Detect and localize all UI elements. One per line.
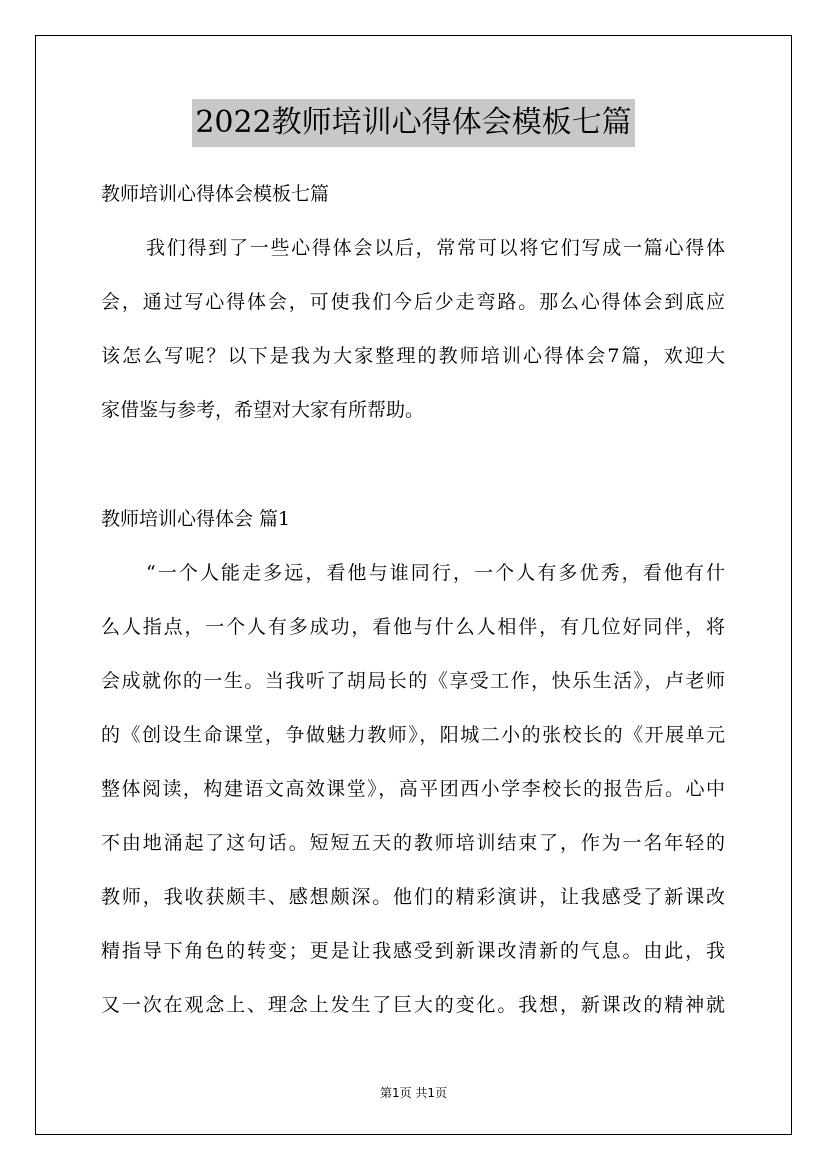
body-line: 整体阅读，构建语文高效课堂》，高平团西小学李校长的报告后。心中 bbox=[101, 778, 725, 800]
document-subtitle: 教师培训心得体会模板七篇 bbox=[101, 183, 330, 205]
body-line: 教师，我收获颇丰、感想颇深。他们的精彩演讲，让我感受了新课改 bbox=[101, 886, 725, 908]
body-line: 么人指点，一个人有多成功，看他与什么人相伴，有几位好同伴，将 bbox=[101, 616, 725, 638]
body-line: 不由地涌起了这句话。短短五天的教师培训结束了，作为一名年轻的 bbox=[101, 832, 725, 854]
page-footer: 第1页 共1页 bbox=[379, 1086, 448, 1100]
body-line: 精指导下角色的转变；更是让我感受到新课改清新的气息。由此，我 bbox=[101, 940, 725, 962]
intro-line: 会，通过写心得体会，可使我们今后少走弯路。那么心得体会到底应 bbox=[101, 291, 725, 313]
title-container bbox=[0, 99, 827, 147]
body-line: 的《创设生命课堂，争做魅力教师》，阳城二小的张校长的《开展单元 bbox=[101, 724, 725, 746]
body-line: 又一次在观念上、理念上发生了巨大的变化。我想，新课改的精神就 bbox=[101, 994, 725, 1016]
section-heading: 教师培训心得体会 篇1 bbox=[101, 508, 291, 530]
body-line: 会成就你的一生。当我听了胡局长的《享受工作，快乐生活》，卢老师 bbox=[101, 670, 725, 692]
document-title: 2022教师培训心得体会模板七篇 bbox=[192, 99, 634, 147]
intro-line: 家借鉴与参考，希望对大家有所帮助。 bbox=[101, 399, 425, 421]
intro-line: 该怎么写呢？以下是我为大家整理的教师培训心得体会7篇，欢迎大 bbox=[101, 345, 725, 367]
intro-line: 我们得到了一些心得体会以后，常常可以将它们写成一篇心得体 bbox=[146, 237, 725, 259]
body-line: “一个人能走多远，看他与谁同行，一个人有多优秀，看他有什 bbox=[146, 562, 725, 584]
